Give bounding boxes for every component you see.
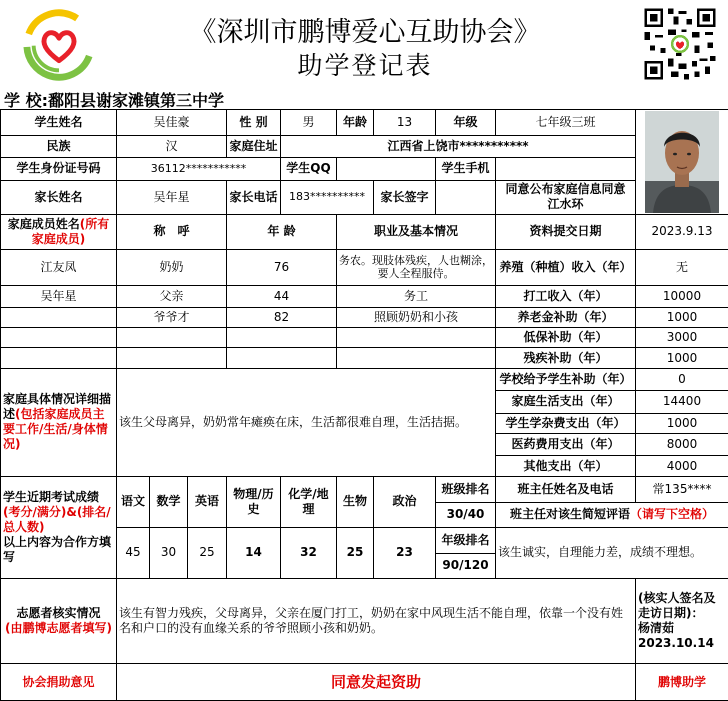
- student-photo: [636, 110, 728, 215]
- age-label: 年龄: [337, 110, 374, 136]
- subject-header: 化学/地理: [281, 476, 337, 527]
- subject-header: 物理/历史: [227, 476, 281, 527]
- student-photo-icon: [645, 111, 719, 213]
- tuition-expense-value: 1000: [636, 413, 728, 433]
- farming-income-label: 养殖（种植）收入（年）: [496, 249, 636, 286]
- volunteer-title: 志愿者核实情况: [16, 605, 101, 620]
- volunteer-text: 该生有智力残疾，父母离异，父亲在厦门打工，奶奶在家中风现生活不能自理，依靠一个没有姓名和户口的没有血缘关系的爷爷照顾小孩和奶奶。: [117, 578, 636, 664]
- class-rank-value: 30/40: [436, 503, 496, 527]
- address-label: 家庭住址: [227, 135, 281, 157]
- guardian-name-label: 家长姓名: [1, 180, 117, 214]
- student-qq-label: 学生QQ: [281, 158, 337, 180]
- consent-label: 同意公布家庭信息同意: [505, 182, 626, 197]
- guardian-sign-value: [436, 180, 496, 214]
- member-name: 吴年星: [1, 286, 117, 307]
- verify-label: (核实人签名及走访日期)：: [638, 590, 716, 620]
- member-relation: 父亲: [117, 286, 227, 307]
- subject-score: 25: [188, 527, 227, 578]
- member-age: [227, 327, 337, 347]
- scores-label: [1, 476, 117, 578]
- subject-score: 14: [227, 527, 281, 578]
- document-subtitle: 助学登记表: [297, 51, 433, 80]
- guardian-name-value: 吴年星: [117, 180, 227, 214]
- other-expense-label: 其他支出（年）: [496, 456, 636, 476]
- disability-aid-value: 1000: [636, 348, 728, 368]
- subject-score: 30: [150, 527, 188, 578]
- teacher-label: 班主任姓名及电话: [496, 476, 636, 502]
- member-relation: [117, 327, 227, 347]
- school-aid-label: 学校给予学生补助（年）: [496, 368, 636, 390]
- consent-signature: 江水环: [547, 197, 584, 212]
- member-name: [1, 307, 117, 327]
- verify-name: 杨清茹: [638, 620, 675, 635]
- gender-label: 性 别: [227, 110, 281, 136]
- subject-score: 32: [281, 527, 337, 578]
- comment-label-cell: [496, 503, 728, 527]
- school-line: 学 校:鄱阳县谢家滩镇第三中学: [4, 91, 224, 110]
- association-logo-icon: [20, 6, 98, 84]
- grade-rank-label: 年级排名: [436, 527, 496, 553]
- grade-rank-value: 90/120: [436, 554, 496, 578]
- age-value: 13: [374, 110, 436, 136]
- living-expense-value: 14400: [636, 391, 728, 413]
- scores-note: (考分/满分)&(排名/总人数): [3, 504, 111, 534]
- guardian-phone-value: 183**********: [281, 180, 374, 214]
- document-title: 《深圳市鹏博爱心互助协会》: [189, 17, 541, 48]
- donation-opinion-value: 同意发起资助: [117, 664, 636, 701]
- member-age: 44: [227, 286, 337, 307]
- document-header: [0, 0, 728, 88]
- member-name: [1, 348, 117, 368]
- subject-score: 23: [374, 527, 436, 578]
- member-relation: 爷爷才: [117, 307, 227, 327]
- disability-aid-label: 残疾补助（年）: [496, 348, 636, 368]
- members-col-job: 职业及基本情况: [337, 214, 496, 249]
- footer-brand: 鹏博助学: [636, 664, 728, 701]
- medical-expense-label: 医药费用支出（年）: [496, 433, 636, 455]
- student-name-value: 吴佳豪: [117, 110, 227, 136]
- guardian-sign-label: 家长签字: [374, 180, 436, 214]
- low-income-aid-label: 低保补助（年）: [496, 327, 636, 347]
- subject-score: 25: [337, 527, 374, 578]
- family-detail-note: (包括家庭成员主要工作/生活/身体情况): [3, 407, 108, 452]
- comment-label: 班主任对该生简短评语: [509, 507, 630, 522]
- consent-cell: [496, 180, 636, 214]
- member-job: 务农。现肢体残疾，人也糊涂，要人全程服侍。: [337, 249, 496, 286]
- grade-label: 年级: [436, 110, 496, 136]
- member-relation: 奶奶: [117, 249, 227, 286]
- teacher-value: 常135****: [636, 476, 728, 502]
- member-age: 76: [227, 249, 337, 286]
- member-age: [227, 348, 337, 368]
- work-income-label: 打工收入（年）: [496, 286, 636, 307]
- members-header-note: (所有家庭成员): [31, 216, 110, 246]
- member-name: 江友凤: [1, 249, 117, 286]
- living-expense-label: 家庭生活支出（年）: [496, 391, 636, 413]
- subject-header: 生物: [337, 476, 374, 527]
- member-job: 照顾奶奶和小孩: [337, 307, 496, 327]
- grade-value: 七年级三班: [496, 110, 636, 136]
- comment-note: （请写下空格）: [630, 507, 715, 522]
- other-expense-value: 4000: [636, 456, 728, 476]
- gender-value: 男: [281, 110, 337, 136]
- address-value: 江西省上饶市***********: [281, 135, 636, 157]
- work-income-value: 10000: [636, 286, 728, 307]
- student-phone-value: [496, 158, 636, 180]
- teacher-comment: 该生诚实，自理能力差，成绩不理想。: [496, 527, 728, 578]
- student-id-value: 36112***********: [117, 158, 281, 180]
- subject-header: 英语: [188, 476, 227, 527]
- volunteer-note: (由鹏博志愿者填写): [5, 620, 112, 635]
- family-detail-title: 家庭具体情况详细描述: [3, 392, 112, 422]
- registration-form-table: [0, 109, 728, 701]
- subject-header: 语文: [117, 476, 150, 527]
- member-relation: [117, 348, 227, 368]
- member-job: [337, 327, 496, 347]
- student-qq-value: [337, 158, 436, 180]
- donation-opinion-label: 协会捐助意见: [1, 664, 117, 701]
- members-header-label: 家庭成员姓名: [7, 216, 80, 231]
- guardian-phone-label: 家长电话: [227, 180, 281, 214]
- scores-title: 学生近期考试成绩: [3, 489, 100, 504]
- family-detail-text: 该生父母离异，奶奶常年瘫痪在床，生活都很难自理，生活拮据。: [117, 368, 496, 476]
- family-detail-label: [1, 368, 117, 476]
- school-aid-value: 0: [636, 368, 728, 390]
- submit-date-label: 资料提交日期: [496, 214, 636, 249]
- pension-value: 1000: [636, 307, 728, 327]
- medical-expense-value: 8000: [636, 433, 728, 455]
- qr-code-icon: [640, 6, 720, 82]
- members-col-age: 年 龄: [227, 214, 337, 249]
- verify-cell: [636, 578, 728, 664]
- student-name-label: 学生姓名: [1, 110, 117, 136]
- members-col-relation: 称 呼: [117, 214, 227, 249]
- volunteer-label: [1, 578, 117, 664]
- ethnicity-label: 民族: [1, 135, 117, 157]
- farming-income-value: 无: [636, 249, 728, 286]
- members-header: [1, 214, 117, 249]
- class-rank-label: 班级排名: [436, 476, 496, 502]
- member-name: [1, 327, 117, 347]
- member-age: 82: [227, 307, 337, 327]
- subject-header: 政治: [374, 476, 436, 527]
- submit-date-value: 2023.9.13: [636, 214, 728, 249]
- member-job: 务工: [337, 286, 496, 307]
- verify-date: 2023.10.14: [638, 635, 714, 650]
- student-id-label: 学生身份证号码: [1, 158, 117, 180]
- ethnicity-value: 汉: [117, 135, 227, 157]
- pension-label: 养老金补助（年）: [496, 307, 636, 327]
- subject-header: 数学: [150, 476, 188, 527]
- scores-tail: 以上内容为合作方填写: [3, 534, 112, 564]
- student-phone-label: 学生手机: [436, 158, 496, 180]
- low-income-aid-value: 3000: [636, 327, 728, 347]
- subject-score: 45: [117, 527, 150, 578]
- tuition-expense-label: 学生学杂费支出（年）: [496, 413, 636, 433]
- member-job: [337, 348, 496, 368]
